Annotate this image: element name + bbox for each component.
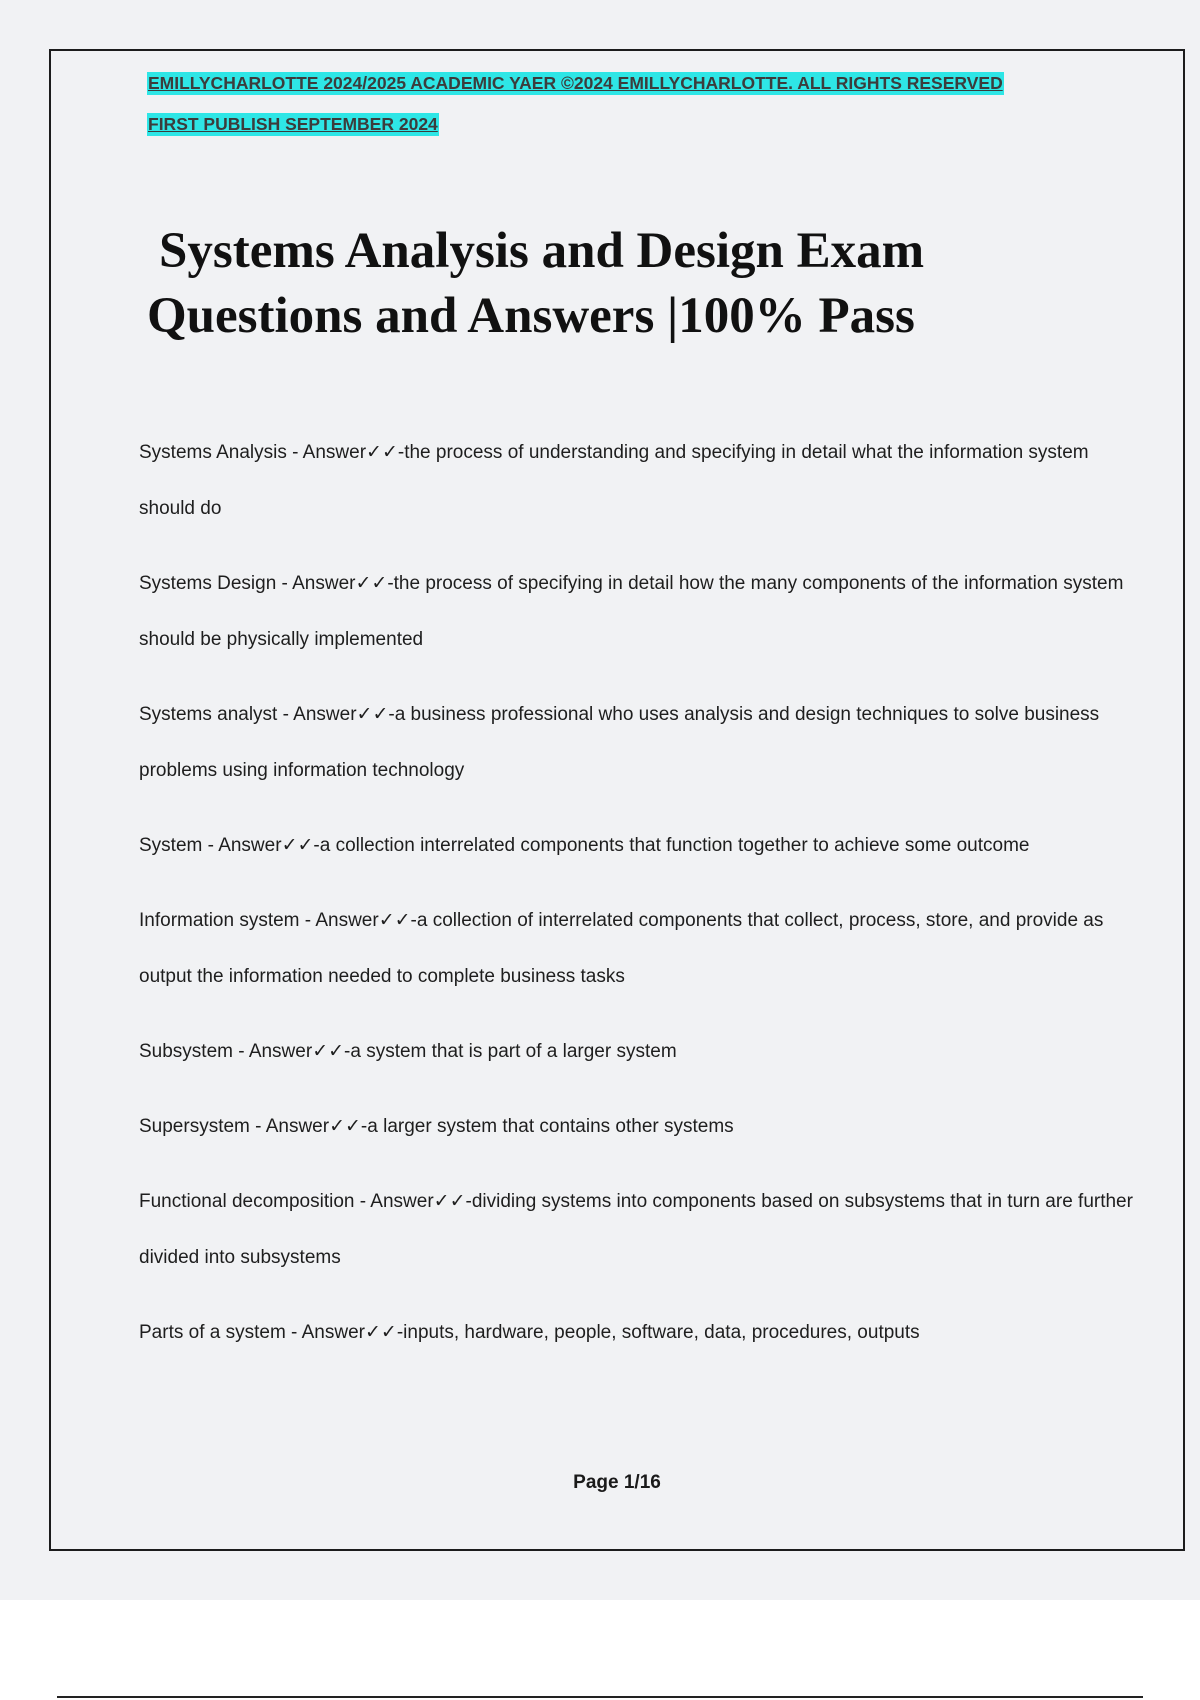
qa-separator: - Answer bbox=[232, 1041, 313, 1062]
publish-date-text: FIRST PUBLISH SEPTEMBER 2024 bbox=[148, 114, 438, 134]
qa-item bbox=[139, 1173, 1139, 1286]
qa-item bbox=[139, 1023, 1139, 1080]
double-check-icon: ✓✓ bbox=[364, 1321, 397, 1343]
qa-term: Supersystem bbox=[139, 1116, 250, 1137]
qa-separator: - Answer bbox=[276, 573, 356, 594]
qa-term: Systems Analysis bbox=[139, 442, 287, 463]
double-check-icon: ✓✓ bbox=[312, 1040, 345, 1062]
qa-separator: - Answer bbox=[202, 835, 282, 856]
document-page bbox=[49, 49, 1185, 1551]
qa-item bbox=[139, 424, 1139, 537]
qa-answer: -a collection of interrelated components that collect, process, store, and provide as output the information needed to complete business tasks bbox=[139, 910, 1104, 987]
qa-item bbox=[139, 555, 1139, 668]
qa-answer: -a business professional who uses analysis and design techniques to solve business problems using information technology bbox=[139, 704, 1100, 781]
copyright-header-text: EMILLYCHARLOTTE 2024/2025 ACADEMIC YAER ©2024 EMILLYCHARLOTTE. ALL RIGHTS RESERVED bbox=[148, 73, 1003, 93]
next-page-divider bbox=[57, 1696, 1143, 1698]
qa-item bbox=[139, 1098, 1139, 1155]
qa-answer: -a larger system that contains other systems bbox=[360, 1116, 734, 1137]
qa-separator: - Answer bbox=[285, 1322, 365, 1343]
qa-term: Systems Design bbox=[139, 573, 277, 594]
qa-answer: -the process of understanding and specifying in detail what the information system should do bbox=[139, 442, 1089, 519]
qa-term: System bbox=[139, 835, 203, 856]
double-check-icon: ✓✓ bbox=[329, 1115, 361, 1137]
question-answer-list bbox=[139, 424, 1139, 1379]
double-check-icon: ✓✓ bbox=[281, 834, 314, 856]
document-title-line-2: Questions and Answers |100% Pass bbox=[147, 288, 915, 344]
double-check-icon: ✓✓ bbox=[366, 441, 398, 463]
double-check-icon: ✓✓ bbox=[433, 1190, 466, 1212]
qa-answer: -the process of specifying in detail how the many components of the information system should be physically implemented bbox=[139, 573, 1124, 650]
qa-term: Subsystem bbox=[139, 1041, 233, 1062]
qa-item bbox=[139, 892, 1139, 1005]
qa-item bbox=[139, 817, 1139, 874]
copyright-header bbox=[147, 73, 1004, 94]
qa-term: Information system bbox=[139, 910, 300, 931]
qa-answer: -dividing systems into components based on subsystems that in turn are further divided into subsystems bbox=[139, 1191, 1133, 1268]
qa-separator: - Answer bbox=[286, 442, 367, 463]
qa-term: Functional decomposition bbox=[139, 1191, 355, 1212]
qa-answer: -a system that is part of a larger system bbox=[344, 1041, 677, 1062]
qa-term: Systems analyst bbox=[139, 704, 278, 725]
qa-separator: - Answer bbox=[354, 1191, 434, 1212]
publish-date-header bbox=[147, 114, 439, 135]
qa-separator: - Answer bbox=[299, 910, 379, 931]
qa-term: Parts of a system bbox=[139, 1322, 286, 1343]
qa-answer: -inputs, hardware, people, software, data, procedures, outputs bbox=[396, 1322, 920, 1343]
double-check-icon: ✓✓ bbox=[378, 909, 411, 931]
document-title bbox=[147, 219, 1107, 349]
qa-item bbox=[139, 1304, 1139, 1361]
page-number: Page 1/16 bbox=[573, 1472, 661, 1493]
double-check-icon: ✓✓ bbox=[355, 572, 388, 594]
document-title-line-1: Systems Analysis and Design Exam bbox=[159, 223, 925, 279]
qa-separator: - Answer bbox=[249, 1116, 330, 1137]
qa-answer: -a collection interrelated components that function together to achieve some outcome bbox=[313, 835, 1030, 856]
double-check-icon: ✓✓ bbox=[356, 703, 389, 725]
qa-separator: - Answer bbox=[277, 704, 357, 725]
qa-item bbox=[139, 686, 1139, 799]
